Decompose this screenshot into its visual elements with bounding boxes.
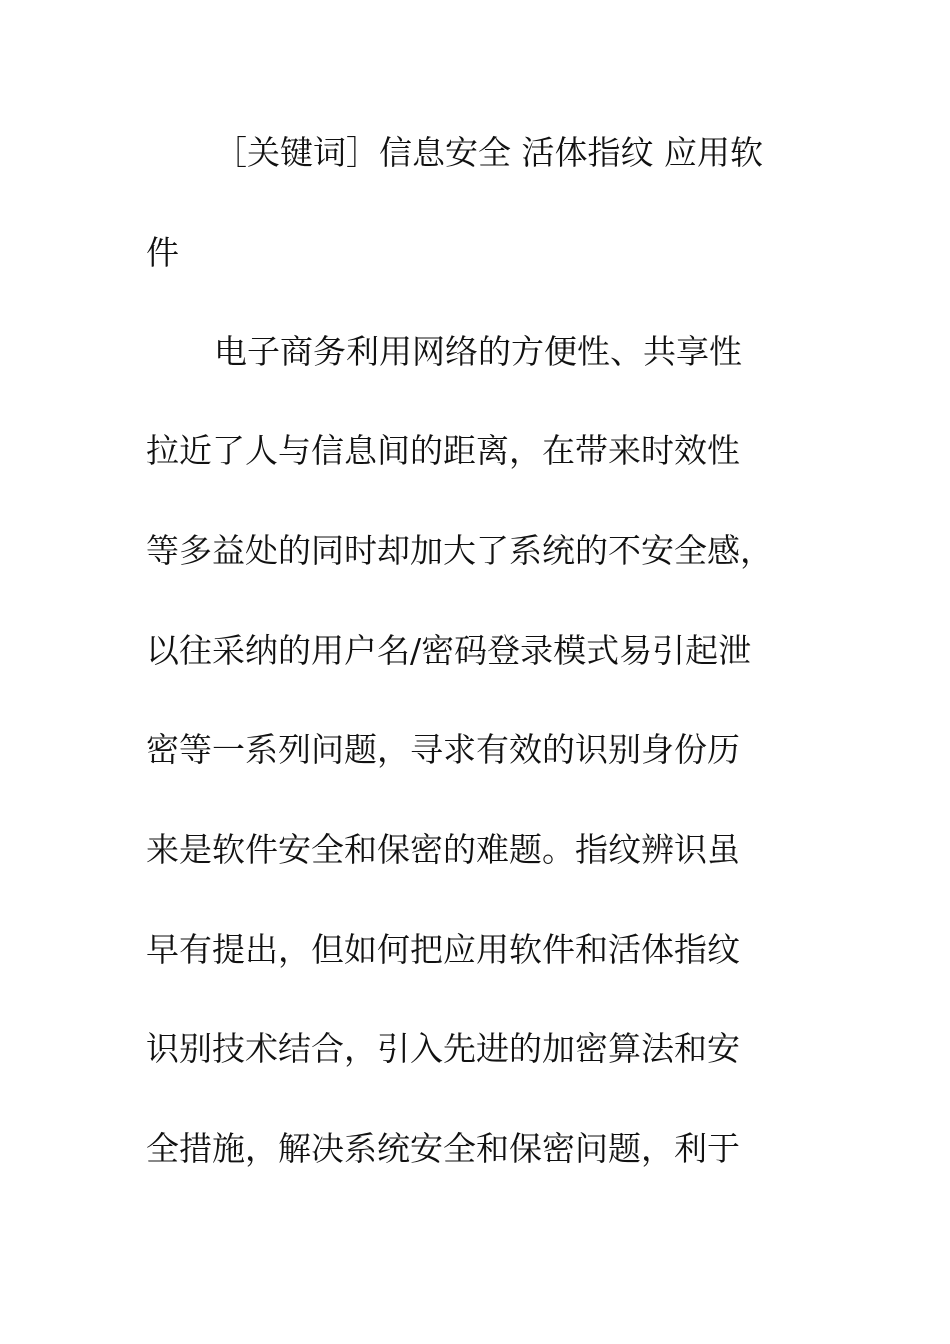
body-line: 以往采纳的用户名/密码登录模式易引起泄 — [146, 631, 752, 670]
body-line: 来是软件安全和保密的难题。指纹辨识虽 — [146, 830, 740, 869]
body-line: 识别技术结合，引入先进的加密算法和安 — [146, 1029, 740, 1068]
body-line: 密等一系列问题，寻求有效的识别身份历 — [146, 730, 740, 769]
keywords-line: ［关键词］信息安全 活体指纹 应用软 — [214, 133, 763, 172]
body-line: 早有提出，但如何把应用软件和活体指纹 — [146, 930, 740, 969]
keywords-line: 件 — [146, 233, 179, 272]
body-line: 电子商务利用网络的方便性、共享性 — [214, 332, 742, 371]
body-line: 全措施，解决系统安全和保密问题，利于 — [146, 1129, 740, 1168]
body-line: 等多益处的同时却加大了系统的不安全感， — [146, 531, 773, 570]
body-line: 拉近了人与信息间的距离，在带来时效性 — [146, 431, 740, 470]
